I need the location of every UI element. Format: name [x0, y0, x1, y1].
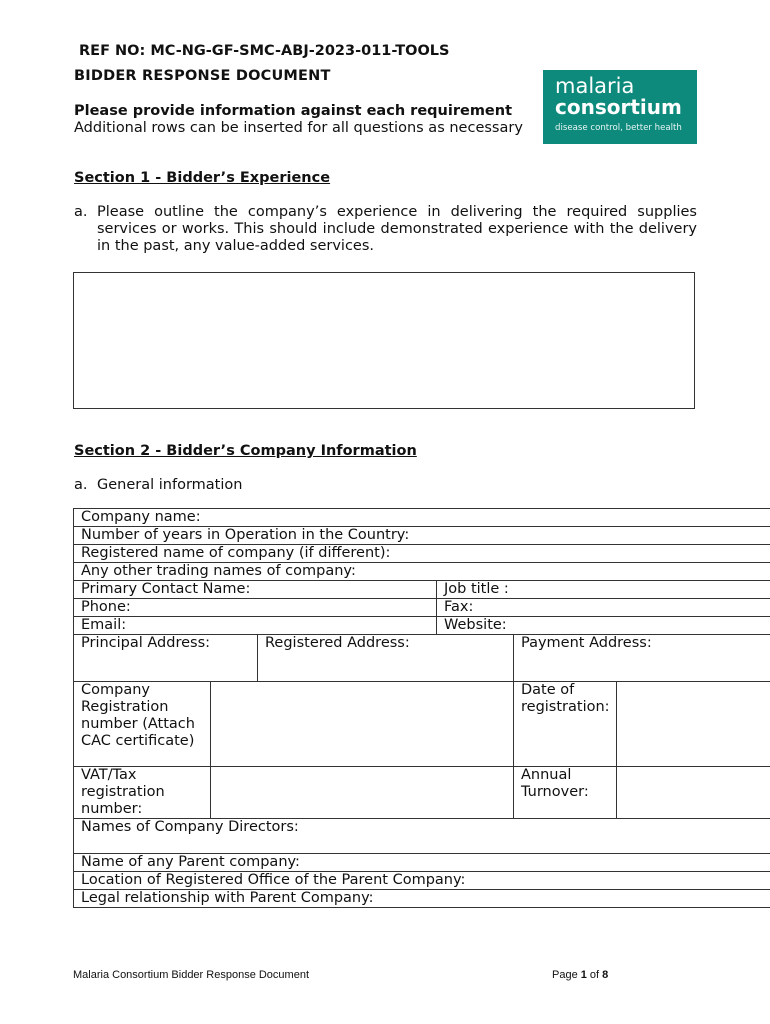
primary-contact-cell[interactable]: Primary Contact Name:: [74, 581, 437, 599]
footer-document-name: Malaria Consortium Bidder Response Document: [73, 969, 309, 981]
table-row: [74, 581, 770, 599]
date-of-registration-value[interactable]: [617, 682, 770, 767]
reference-number: REF NO: MC-NG-GF-SMC-ABJ-2023-011-TOOLS: [79, 43, 450, 59]
table-row: [74, 527, 770, 545]
malaria-consortium-logo: [543, 70, 697, 144]
legal-relationship-cell[interactable]: Legal relationship with Parent Company:: [74, 890, 770, 908]
instruction-heading: Please provide information against each requirement: [74, 103, 513, 119]
parent-company-cell[interactable]: Name of any Parent company:: [74, 854, 770, 872]
page-of: of: [586, 969, 603, 981]
annual-turnover-value[interactable]: [617, 767, 770, 819]
date-of-registration-label: Date of registration:: [514, 682, 617, 767]
table-row: [74, 635, 770, 682]
document-title: BIDDER RESPONSE DOCUMENT: [74, 68, 331, 84]
table-row: [74, 599, 770, 617]
payment-address-cell[interactable]: Payment Address:: [514, 635, 770, 682]
page-number: [552, 969, 608, 981]
phone-cell[interactable]: Phone:: [74, 599, 437, 617]
section-1-item-text: Please outline the company’s experience in delivering the required supplies services or works. This should include demonstrated experience with the delivery in the past, any value-added services.: [97, 204, 697, 254]
section-2-heading: Section 2 - Bidder’s Company Information: [74, 443, 417, 459]
company-name-cell[interactable]: Company name:: [74, 509, 770, 527]
company-registration-value[interactable]: [211, 682, 514, 767]
fax-cell[interactable]: Fax:: [437, 599, 770, 617]
years-in-operation-cell[interactable]: Number of years in Operation in the Country:: [74, 527, 770, 545]
email-cell[interactable]: Email:: [74, 617, 437, 635]
table-row: [74, 509, 770, 527]
instruction-text: Additional rows can be inserted for all questions as necessary: [74, 120, 523, 136]
table-row: [74, 872, 770, 890]
table-row: [74, 545, 770, 563]
page-prefix: Page: [552, 969, 581, 981]
job-title-cell[interactable]: Job title :: [437, 581, 770, 599]
table-row: [74, 767, 770, 819]
table-row: [74, 617, 770, 635]
experience-answer-box[interactable]: [73, 272, 695, 409]
trading-names-cell[interactable]: Any other trading names of company:: [74, 563, 770, 581]
table-row: [74, 854, 770, 872]
website-cell[interactable]: Website:: [437, 617, 770, 635]
total-pages: 8: [602, 969, 609, 981]
registered-address-cell[interactable]: Registered Address:: [258, 635, 514, 682]
item-marker: a.: [74, 477, 88, 493]
current-page: 1: [580, 969, 587, 981]
vat-number-value[interactable]: [211, 767, 514, 819]
company-information-table: [73, 508, 770, 908]
principal-address-cell[interactable]: Principal Address:: [74, 635, 258, 682]
company-directors-cell[interactable]: Names of Company Directors:: [74, 819, 770, 854]
parent-office-location-cell[interactable]: Location of Registered Office of the Parent Company:: [74, 872, 770, 890]
logo-tagline: disease control, better health: [555, 123, 682, 133]
logo-line-2: consortium: [555, 95, 682, 119]
section-1-heading: Section 1 - Bidder’s Experience: [74, 170, 331, 186]
general-information-label: General information: [97, 477, 243, 493]
logo-line-1: malaria: [555, 74, 635, 98]
annual-turnover-label: Annual Turnover:: [514, 767, 617, 819]
item-marker: a.: [74, 204, 88, 220]
table-row: [74, 890, 770, 908]
company-registration-label: Company Registration number (Attach CAC certificate): [74, 682, 211, 767]
table-row: [74, 563, 770, 581]
vat-number-label: VAT/Tax registration number:: [74, 767, 211, 819]
table-row: [74, 682, 770, 767]
registered-name-cell[interactable]: Registered name of company (if different):: [74, 545, 770, 563]
table-row: [74, 819, 770, 854]
